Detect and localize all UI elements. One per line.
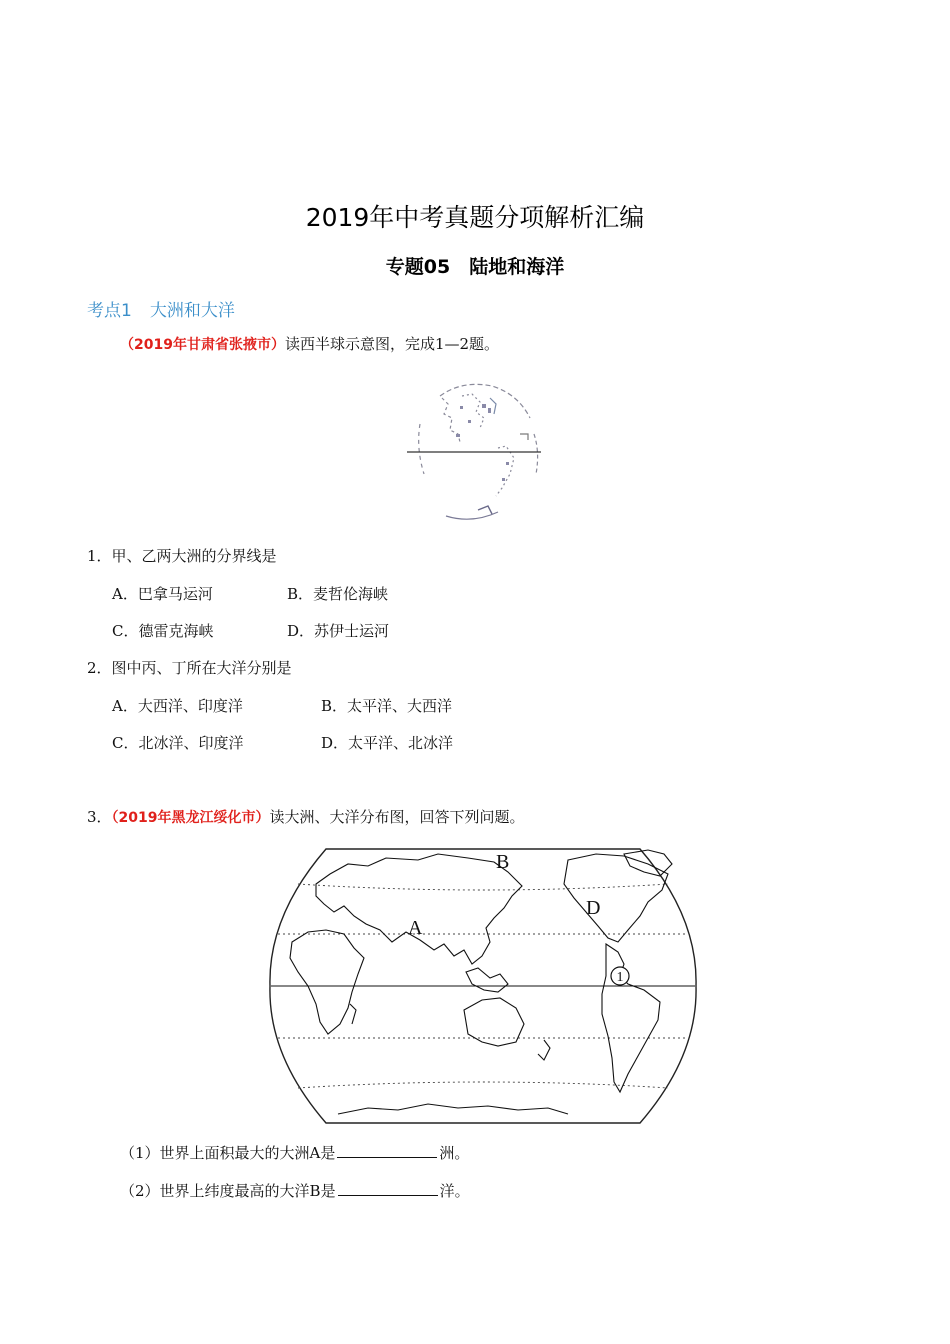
question-3-text: 读大洲、大洋分布图，回答下列问题。: [269, 808, 525, 826]
world-map: [268, 846, 698, 1126]
section-heading: [87, 296, 235, 321]
q1-option-d[interactable]: D．苏伊士运河: [287, 622, 390, 640]
q1-option-b[interactable]: B．麦哲伦海峡: [287, 585, 389, 603]
new-zealand-shape: [538, 1040, 550, 1060]
north-america-shape: [564, 854, 668, 942]
section-label: 考点1: [87, 301, 132, 321]
q1-option-a[interactable]: A．巴拿马运河: [112, 585, 213, 603]
q2-option-b[interactable]: B．太平洋、大西洋: [321, 697, 453, 715]
q1-option-c[interactable]: C．德雷克海峡: [112, 622, 214, 640]
q2-option-a[interactable]: A．大西洋、印度洋: [112, 697, 243, 715]
western-hemisphere-map: [402, 378, 544, 524]
q2-option-c[interactable]: C．北冰洋、印度洋: [112, 734, 244, 752]
subquestion-1: [120, 1143, 469, 1163]
question-1-stem: 1．甲、乙两大洲的分界线是: [87, 547, 277, 565]
label-circle-1: 1: [616, 970, 624, 985]
question-3-source: （2019年黑龙江绥化市）: [111, 810, 270, 826]
eurasia-shape: [316, 854, 522, 964]
subquestion-1-suffix: 洲。: [439, 1144, 470, 1162]
page-subtitle: 专题05 陆地和海洋: [385, 256, 565, 278]
page-title: 2019年中考真题分项解析汇编: [305, 203, 645, 232]
question-3-number: 3．: [87, 808, 112, 826]
subquestion-2-suffix: 洋。: [439, 1182, 470, 1200]
subquestion-2-text: （2）世界上纬度最高的大洋B是: [120, 1182, 336, 1200]
q2-option-d[interactable]: D．太平洋、北冰洋: [321, 734, 454, 752]
label-ocean-b: B: [496, 851, 510, 873]
madagascar-shape: [350, 1004, 356, 1024]
subquestion-1-blank[interactable]: [337, 1143, 437, 1158]
subquestion-1-text: （1）世界上面积最大的大洲A是: [120, 1144, 336, 1162]
label-d: D: [586, 897, 601, 919]
label-asia-a: A: [408, 917, 423, 939]
subquestion-2-blank[interactable]: [338, 1181, 438, 1196]
question-2-stem: 2．图中丙、丁所在大洋分别是: [87, 659, 292, 677]
south-america-shape: [602, 944, 660, 1092]
question-3-stem: [87, 807, 525, 828]
indonesia-shape: [466, 968, 508, 992]
subquestion-2: [120, 1181, 470, 1201]
question-intro: [120, 334, 499, 355]
africa-shape: [290, 930, 364, 1034]
antarctica-shape: [338, 1104, 568, 1114]
question-source: （2019年甘肃省张掖市）: [120, 337, 285, 353]
question-intro-text: 读西半球示意图，完成1—2题。: [284, 335, 500, 353]
australia-shape: [464, 998, 524, 1046]
section-name: 大洲和大洋: [149, 301, 235, 321]
